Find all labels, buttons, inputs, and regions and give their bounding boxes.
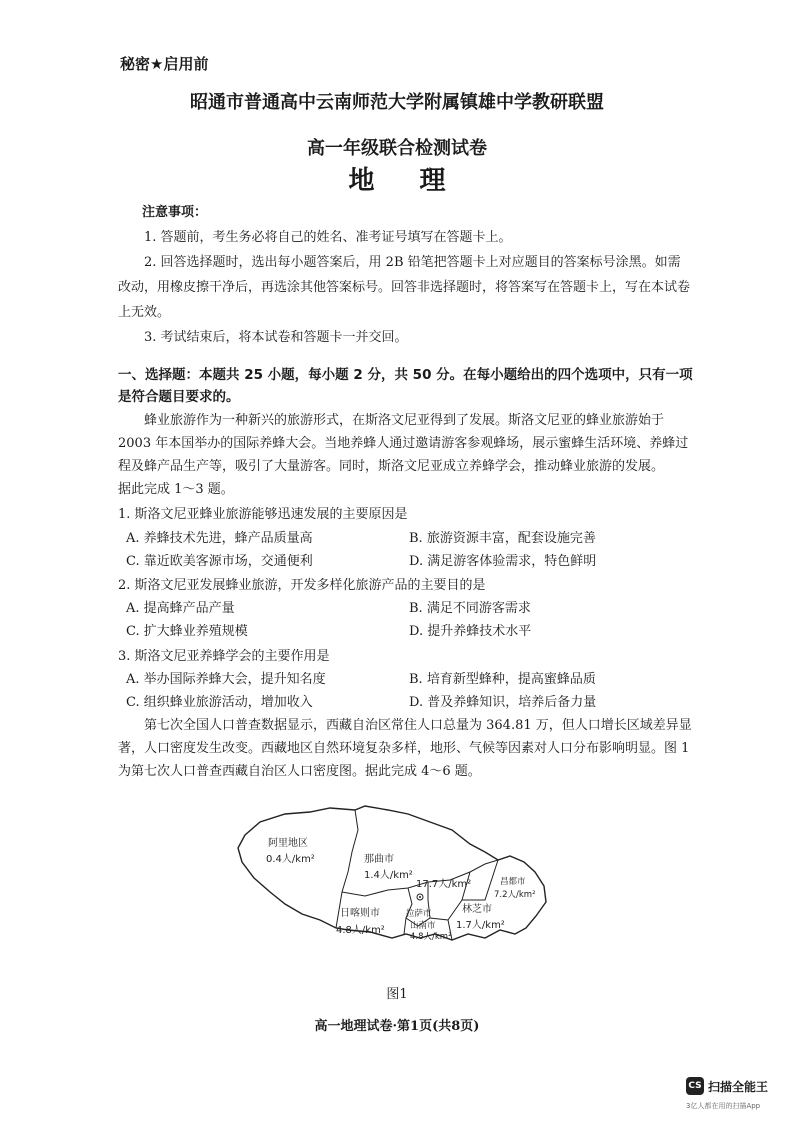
- passage-tibet-population: [118, 714, 693, 783]
- question-1: [118, 503, 693, 526]
- question-stem: 1. 斯洛文尼亚蜂业旅游能够迅速发展的主要原因是: [118, 507, 408, 522]
- map-label-shannan: 山南市: [410, 921, 436, 931]
- map-density-nagqu: 1.4人/km²: [364, 870, 413, 881]
- option: A. 养蜂技术先进，蜂产品质量高: [126, 531, 313, 546]
- question-3: [118, 645, 693, 668]
- map-label-ali: 阿里地区: [268, 838, 308, 849]
- map-density-ali: 0.4人/km²: [266, 854, 315, 865]
- option: C. 扩大蜂业养殖规模: [126, 624, 248, 639]
- watermark-name: 扫描全能王: [708, 1080, 769, 1094]
- page-footer: 高一地理试卷·第1页(共8页): [314, 1019, 480, 1034]
- option: B. 满足不同游客需求: [409, 601, 531, 616]
- option: A. 举办国际养蜂大会，提升知名度: [126, 672, 326, 687]
- school-title: 昭通市普通高中云南师范大学附属镇雄中学教研联盟: [190, 92, 604, 113]
- figure-caption: 图1: [386, 987, 408, 1002]
- map-density-qamdo: 7.2人/km²: [494, 890, 536, 900]
- question-2-options: [126, 597, 701, 643]
- passage-bee-tourism: [118, 409, 693, 501]
- map-density-nyingchi: 1.7人/km²: [456, 920, 505, 931]
- map-label-nyingchi: 林芝市: [462, 904, 492, 915]
- question-stem: 3. 斯洛文尼亚养蜂学会的主要作用是: [118, 649, 330, 664]
- map-label-shigatse: 日喀则市: [340, 908, 380, 919]
- notes-heading: 注意事项：: [142, 205, 208, 220]
- option: C. 组织蜂业旅游活动，增加收入: [126, 695, 313, 710]
- question-stem: 2. 斯洛文尼亚发展蜂业旅游，开发多样化旅游产品的主要目的是: [118, 578, 486, 593]
- passage-text: 第七次全国人口普查数据显示，西藏自治区常住人口总量为 364.81 万，但人口增长区域差异显著，人口密度发生改变。西藏地区自然环境复杂多样，地形、气候等因素对人口分布影响明显。图 1 为第七次人口普查西藏自治区人口密度图。据此完成 4～6 题。: [118, 718, 692, 779]
- watermark-subtitle: 3亿人都在用的扫描App: [686, 1102, 761, 1110]
- note-item: 2. 回答选择题时，选出每小题答案后，用 2B 铅笔把答题卡上对应题目的答案标号涂黑。如需改动，用橡皮擦干净后，再选涂其他答案标号。回答非选择题时，将答案写在答题卡上，写在本试卷上无效。: [118, 255, 691, 320]
- map-label-qamdo: 昌都市: [500, 877, 526, 887]
- map-label-lhasa: 拉萨市: [406, 909, 432, 919]
- exam-title: 高一年级联合检测试卷: [307, 138, 487, 159]
- option: D. 满足游客体验需求，特色鲜明: [409, 554, 597, 569]
- note-item: 1. 答题前，考生务必将自己的姓名、准考证号填写在答题卡上。: [144, 230, 512, 245]
- option: B. 培育新型蜂种，提高蜜蜂品质: [409, 672, 596, 687]
- camscanner-logo-icon: CS: [686, 1077, 704, 1095]
- question-1-options: [126, 527, 701, 573]
- tibet-density-map: [230, 800, 560, 975]
- notes-block: [118, 200, 693, 350]
- subject-title: 地 理: [348, 166, 464, 196]
- question-3-options: [126, 668, 701, 714]
- passage-text: 蜂业旅游作为一种新兴的旅游形式，在斯洛文尼亚得到了发展。斯洛文尼亚的蜂业旅游始于 2003 年本国举办的国际养蜂大会。当地养蜂人通过邀请游客参观蜂场，展示蜜蜂生活环境、养蜂过程及蜂产品生产等，吸引了大量游客。同时，斯洛文尼亚成立养蜂学会，推动蜂业旅游的发展。: [118, 413, 689, 474]
- map-density-shannan: 4.8人/km²: [410, 932, 452, 942]
- confidential-label: 秘密★启用前: [120, 55, 209, 73]
- option: A. 提高蜂产品产量: [126, 601, 235, 616]
- passage-instruction: 据此完成 1～3 题。: [118, 482, 234, 497]
- option: B. 旅游资源丰富，配套设施完善: [409, 531, 596, 546]
- map-label-nagqu: 那曲市: [364, 854, 394, 865]
- map-density-lhasa: 17.7人/km²: [416, 879, 472, 890]
- scanner-watermark: [686, 1077, 794, 1117]
- option: D. 提升养蜂技术水平: [409, 624, 532, 639]
- lhasa-capital-dot: [419, 896, 421, 898]
- map-density-shigatse: 4.8人/km²: [336, 925, 385, 936]
- option: D. 普及养蜂知识，培养后备力量: [409, 695, 597, 710]
- option: C. 靠近欧美客源市场，交通便利: [126, 554, 313, 569]
- section-heading: 一、选择题：本题共 25 小题，每小题 2 分，共 50 分。在每小题给出的四个选项中，只有一项是符合题目要求的。: [118, 367, 693, 405]
- note-item: 3. 考试结束后，将本试卷和答题卡一并交回。: [144, 330, 408, 345]
- question-2: [118, 574, 693, 597]
